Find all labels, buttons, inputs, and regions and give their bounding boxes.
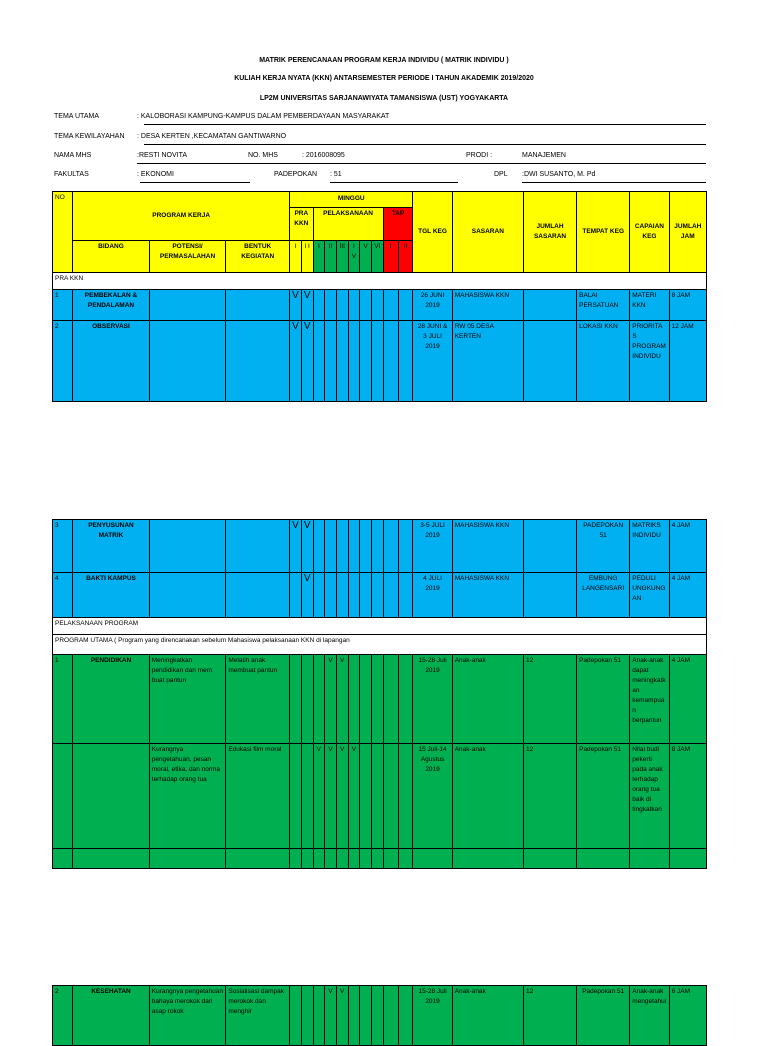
table-row bbox=[53, 520, 707, 573]
row-jam: 12 JAM bbox=[669, 321, 706, 402]
week-check: V bbox=[301, 573, 313, 618]
table-row bbox=[53, 744, 707, 849]
week-4: I V bbox=[348, 241, 360, 273]
week-check: V bbox=[301, 520, 313, 573]
table-row-empty bbox=[53, 849, 707, 869]
header-capaian-keg: CAPAIAN KEG bbox=[630, 192, 669, 273]
week-check bbox=[290, 573, 302, 618]
table-row bbox=[53, 655, 707, 744]
row-jam: 6 JAM bbox=[669, 986, 706, 1046]
row-bentuk bbox=[226, 290, 290, 321]
row-jumlah-sasaran: 12 bbox=[523, 986, 576, 1046]
week-check bbox=[348, 986, 360, 1046]
row-potensi: Kurangnya pengetahuan, pesan moral, etika, dan norma terhadap orang tua bbox=[149, 744, 226, 849]
no-mhs-value: : 2016008095 bbox=[302, 152, 345, 159]
row-no: 4 bbox=[53, 573, 73, 618]
fakultas-value: : EKONOMI bbox=[137, 171, 174, 178]
section-row-pra bbox=[53, 273, 707, 290]
row-bidang: KESEHATAN bbox=[73, 986, 150, 1046]
row-jumlah-sasaran bbox=[523, 290, 576, 321]
row-bentuk bbox=[226, 573, 290, 618]
row-tempat: EMBUNG LANGENSARI bbox=[577, 573, 630, 618]
week-check: V bbox=[290, 290, 302, 321]
padepokan-underline bbox=[330, 182, 458, 183]
week-2: II bbox=[325, 241, 337, 273]
padepokan-value: : 51 bbox=[330, 171, 342, 178]
week-check: V bbox=[290, 520, 302, 573]
tema-kewilayahan-label: TEMA KEWILAYAHAN bbox=[54, 133, 125, 140]
row-bentuk: Sosialisasi dampak merokok dan menghir bbox=[226, 986, 290, 1046]
week-check: V bbox=[290, 321, 302, 402]
row-sasaran: Anak-anak bbox=[452, 655, 523, 744]
row-tgl: 4 JULI 2019 bbox=[413, 573, 452, 618]
row-tempat: LOKASI KKN bbox=[577, 321, 630, 402]
header-program-kerja: PROGRAM KERJA bbox=[73, 192, 290, 241]
nama-underline bbox=[137, 163, 706, 164]
week-check: V bbox=[336, 655, 348, 744]
nama-mhs-value: :RESTI NOVITA bbox=[137, 152, 188, 159]
doc-institution: LP2M UNIVERSITAS SARJANAWIYATA TAMANSISWA (UST) YOGYAKARTA bbox=[259, 95, 509, 102]
row-jam: 8 JAM bbox=[669, 290, 706, 321]
week-check: V bbox=[301, 321, 313, 402]
dpl-underline bbox=[522, 182, 706, 183]
week-tap-1: I bbox=[383, 241, 398, 273]
header-potensi: POTENSI/ PERMASALAHAN bbox=[149, 241, 226, 273]
row-sasaran: MAHASISWA KKN bbox=[452, 520, 523, 573]
tema-utama-underline bbox=[144, 124, 706, 125]
fakultas-underline bbox=[140, 182, 250, 183]
row-sasaran: Anak-anak bbox=[452, 744, 523, 849]
header-sasaran: SASARAN bbox=[452, 192, 523, 273]
row-tgl: 15-28 Juli 2019 bbox=[413, 986, 452, 1046]
section-row-utama bbox=[53, 635, 707, 655]
header-tempat-keg: TEMPAT KEG bbox=[577, 192, 630, 273]
row-bidang bbox=[73, 744, 150, 849]
week-check: V bbox=[325, 655, 337, 744]
row-tempat: Padepokan 51 bbox=[577, 986, 630, 1046]
row-no: 1 bbox=[53, 290, 73, 321]
row-potensi bbox=[149, 321, 226, 402]
week-3: III bbox=[336, 241, 348, 273]
row-sasaran: MAHASISWA KKN bbox=[452, 573, 523, 618]
row-jam: 4 JAM bbox=[669, 520, 706, 573]
week-tap-2: II bbox=[398, 241, 413, 273]
week-check: V bbox=[325, 986, 337, 1046]
row-sasaran: Anak-anak bbox=[452, 986, 523, 1046]
week-check: V bbox=[301, 290, 313, 321]
row-no: 2 bbox=[53, 321, 73, 402]
header-jumlah-sasaran: JUMLAH SASARAN bbox=[523, 192, 576, 273]
row-potensi: Kurangnya pengetahuan bahaya merokok dari asap rokok bbox=[149, 986, 226, 1046]
padepokan-label: PADEPOKAN bbox=[274, 171, 318, 178]
row-capaian: Anak-anak mengetahui bbox=[630, 986, 669, 1046]
row-sasaran: RW 05 DESA KERTEN bbox=[452, 321, 523, 402]
row-bentuk bbox=[226, 520, 290, 573]
prodi-label: PRODI : bbox=[466, 152, 493, 159]
header-no: NO bbox=[53, 192, 73, 273]
row-tempat: Padepokan 51 bbox=[577, 655, 630, 744]
table-row bbox=[53, 290, 707, 321]
row-bidang: PENYUSUNAN MATRIK bbox=[73, 520, 150, 573]
row-jumlah-sasaran: 12 bbox=[523, 655, 576, 744]
row-tgl: 15-28 Juli 2019 bbox=[413, 655, 452, 744]
row-tempat: BALAI PERSATUAN bbox=[577, 290, 630, 321]
matrix-table-pra bbox=[52, 191, 707, 402]
no-mhs-label: NO. MHS bbox=[248, 152, 278, 159]
dpl-value: :DWI SUSANTO, M. Pd bbox=[522, 171, 596, 178]
row-bidang: OBSERVASI bbox=[73, 321, 150, 402]
row-jam: 8 JAM bbox=[669, 744, 706, 849]
doc-title: MATRIK PERENCANAAN PROGRAM KERJA INDIVIDU ( MATRIK INDIVIDU ) bbox=[259, 57, 509, 64]
table-row bbox=[53, 573, 707, 618]
nama-mhs-label: NAMA MHS bbox=[54, 152, 92, 159]
row-capaian: MATRIKS INDIVIDU bbox=[630, 520, 669, 573]
row-bidang: PENDIDIKAN bbox=[73, 655, 150, 744]
week-check bbox=[313, 986, 325, 1046]
row-capaian: PRIORITAS PROGRAM INDIVIDU bbox=[630, 321, 669, 402]
fakultas-label: FAKULTAS bbox=[54, 171, 89, 178]
header-minggu: MINGGU bbox=[290, 192, 413, 208]
row-no: 3 bbox=[53, 520, 73, 573]
week-pra-2: I I bbox=[301, 241, 313, 273]
header-tgl-keg: TGL KEG bbox=[413, 192, 452, 273]
header-pra-kkn: PRA KKN bbox=[290, 208, 313, 241]
row-tgl: 15 Juli-14 Agustus 2019 bbox=[413, 744, 452, 849]
week-check: V bbox=[313, 744, 325, 849]
row-capaian: Nilai budi pekerti pada anak terhadap orang tua baik di tingkatkan bbox=[630, 744, 669, 849]
tema-kewilayahan-value: : DESA KERTEN ,KECAMATAN GANTIWARNO bbox=[137, 133, 287, 140]
tema-utama-label: TEMA UTAMA bbox=[54, 113, 99, 120]
row-tgl: 26 JUNI 2019 bbox=[413, 290, 452, 321]
section-pra-kkn: PRA KKN bbox=[53, 273, 707, 290]
week-pra-1: I bbox=[290, 241, 302, 273]
week-check: V bbox=[336, 744, 348, 849]
row-potensi bbox=[149, 520, 226, 573]
section-pelaksanaan-program: PELAKSANAAN PROGRAM bbox=[53, 618, 707, 635]
row-tempat: PADEPOKAN 51 bbox=[577, 520, 630, 573]
row-no bbox=[53, 744, 73, 849]
week-check bbox=[313, 655, 325, 744]
row-bidang: BAKTI KAMPUS bbox=[73, 573, 150, 618]
header-bentuk-kegiatan: BENTUK KEGIATAN bbox=[226, 241, 290, 273]
header-pelaksanaan: PELAKSANAAN bbox=[313, 208, 383, 241]
row-tempat: Padepokan 51 bbox=[577, 744, 630, 849]
table-row bbox=[53, 321, 707, 402]
row-bentuk: Melatih anak membuat pantun bbox=[226, 655, 290, 744]
row-jumlah-sasaran bbox=[523, 321, 576, 402]
matrix-table-utama-continued bbox=[52, 985, 707, 1046]
row-jam: 4 JAM bbox=[669, 655, 706, 744]
row-tgl: 3-5 JULI 2019 bbox=[413, 520, 452, 573]
week-5: V bbox=[360, 241, 372, 273]
row-jumlah-sasaran: 12 bbox=[523, 744, 576, 849]
row-bentuk bbox=[226, 321, 290, 402]
matrix-table-pelaksanaan bbox=[52, 519, 707, 869]
doc-subtitle: KULIAH KERJA NYATA (KKN) ANTARSEMESTER PERIODE I TAHUN AKADEMIK 2019/2020 bbox=[234, 75, 534, 82]
week-check: V bbox=[348, 744, 360, 849]
row-capaian: Anak-anak dapat meningkatkan kemampuan berpantun bbox=[630, 655, 669, 744]
row-potensi bbox=[149, 290, 226, 321]
header-tap: TAP bbox=[383, 208, 413, 241]
row-capaian: MATERI KKN bbox=[630, 290, 669, 321]
tema-utama-value: : KALOBORASI KAMPUNG-KAMPUS DALAM PEMBERDAYAAN MASYARAKAT bbox=[137, 113, 390, 120]
tema-kewilayahan-underline bbox=[144, 144, 706, 145]
header-bidang: BIDANG bbox=[73, 241, 150, 273]
prodi-value: MANAJEMEN bbox=[522, 152, 566, 159]
row-jam: 4 JAM bbox=[669, 573, 706, 618]
row-potensi: Meningkatkan pendidikan dan mem buat pantun bbox=[149, 655, 226, 744]
row-capaian: PEDULI UNGKUNGAN bbox=[630, 573, 669, 618]
week-check bbox=[348, 655, 360, 744]
dpl-label: DPL bbox=[494, 171, 508, 178]
row-bentuk: Edukasi film moral bbox=[226, 744, 290, 849]
row-no: 1 bbox=[53, 655, 73, 744]
week-check: V bbox=[336, 986, 348, 1046]
row-potensi bbox=[149, 573, 226, 618]
header-row-1 bbox=[53, 192, 707, 208]
table-row bbox=[53, 986, 707, 1046]
row-tgl: 28 JUNI & 3 JULI 2019 bbox=[413, 321, 452, 402]
row-no: 2 bbox=[53, 986, 73, 1046]
section-program-utama: PROGRAM UTAMA ( Program yang direncanakan sebelum Mahasiswa pelaksanaan KKN di lapangan bbox=[53, 635, 707, 655]
week-1: I bbox=[313, 241, 325, 273]
week-check: V bbox=[325, 744, 337, 849]
row-sasaran: MAHASISWA KKN bbox=[452, 290, 523, 321]
row-jumlah-sasaran bbox=[523, 520, 576, 573]
section-row-pelaksanaan bbox=[53, 618, 707, 635]
row-bidang: PEMBEKALAN & PENDALAMAN bbox=[73, 290, 150, 321]
week-6: VI bbox=[371, 241, 383, 273]
header-jumlah-jam: JUMLAH JAM bbox=[669, 192, 706, 273]
row-jumlah-sasaran bbox=[523, 573, 576, 618]
